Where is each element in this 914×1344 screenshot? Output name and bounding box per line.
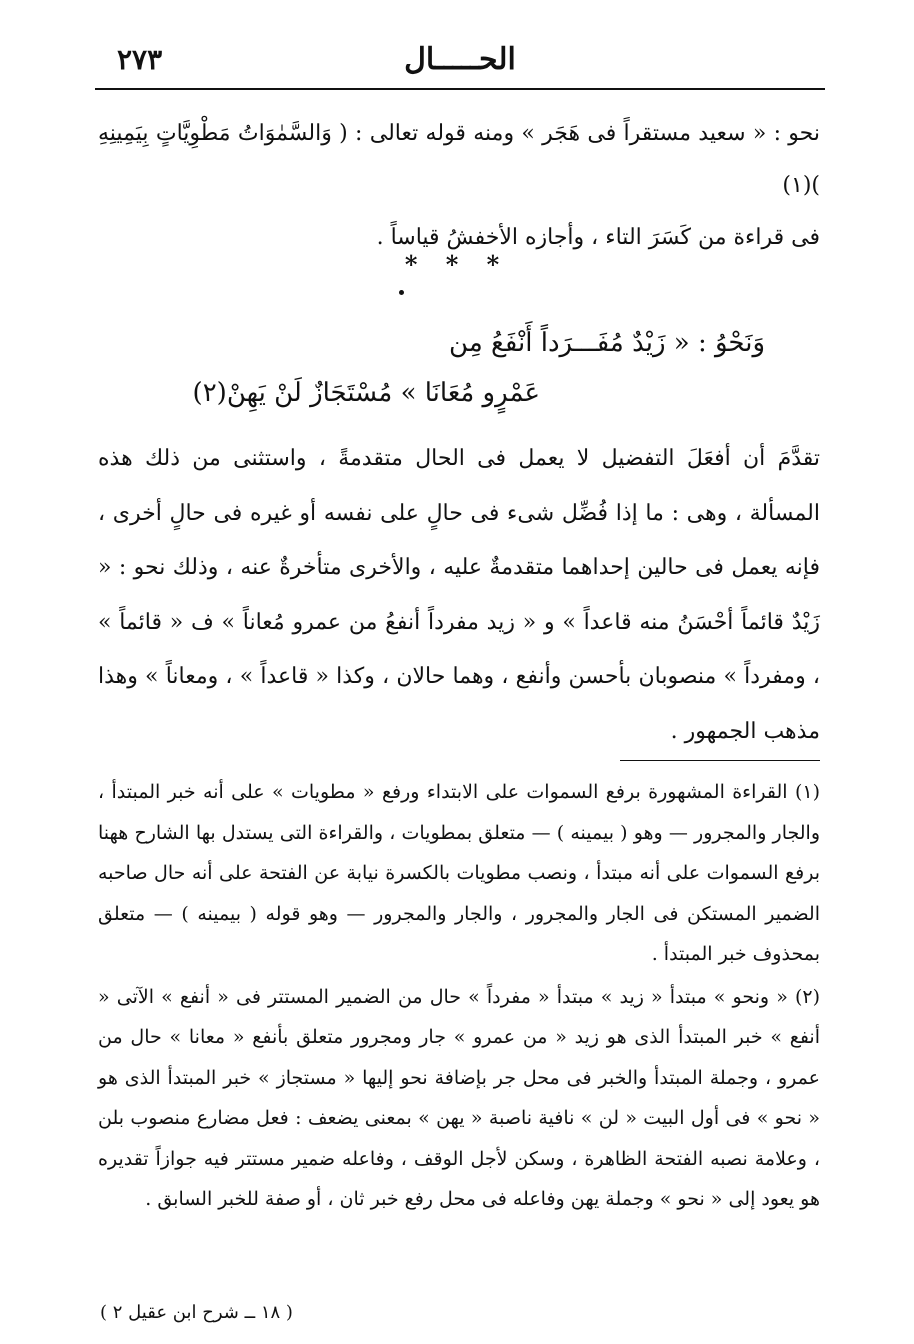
footnotes: [98, 772, 820, 1222]
verse-line-2: عَمْرٍو مُعَانَا » مُسْتَجَازٌ لَنْ يَهِنْ(٢): [192, 378, 540, 408]
commentary-paragraph: تقدَّمَ أن أفعَلَ التفضيل لا يعمل فى الحال متقدمةً ، واستثنى من ذلك هذه المسألة ، وهى : ما إذا فُضِّل شىء فى حالٍ على نفسه أو غيره فى حالٍ أخرى ، فإنه يعمل فى حالين إحداهما متقدمةٌ عليه ، والأخرى متأخرةٌ عنه ، وذلك نحو : « زَيْدٌ قائماً أحْسَنُ منه قاعداً » و « زيد مفرداً أنفعُ من عمرو مُعاناً » ف « قائماً » ، ومفرداً » منصوبان بأحسن وأنفع ، وهما حالان ، وكذا « قاعداً » ، ومعاناً » وهذا مذهب الجمهور .: [98, 446, 820, 744]
intro-line-1: نحو : « سعيد مستقراً فى هَجَر » ومنه قوله تعالى : ( وَالسَّمٰوَاتُ مَطْوِيَّاتٍ بِيَمِينِهِ )(١): [98, 121, 820, 198]
signature-line: ( ١٨ ــ شرح ابن عقيل ٢ ): [100, 1302, 293, 1323]
verse-line-1: وَنَحْوُ : « زَيْدٌ مُفَـــرَداً أَنْفَعُ مِن: [449, 328, 765, 358]
section-separator: * * *: [404, 250, 510, 279]
stray-dot: [399, 290, 404, 295]
running-title: الحـــــال: [404, 42, 516, 77]
footnote-1: (١) القراءة المشهورة برفع السموات على الابتداء ورفع « مطويات » على أنه خبر المبتدأ ، والجار والمجرور — وهو ( بيمينه ) — متعلق بمطويات ، والقراءة التى يستدل بها الشارح ههنا برفع السموات على أنه مبتدأ ، ونصب مطويات بالكسرة نيابة عن الفتحة على أنه حال صاحبه الضمير المستكن فى الجار والمجرور ، والجار والمجرور — وهو قوله ( بيمينه ) — متعلق بمحذوف خبر المبتدأ .: [98, 781, 821, 965]
page-number: ٢٧٣: [117, 43, 163, 76]
intro-line-2: فى قراءة من كَسَرَ التاء ، وأجازه الأخفشُ قياساً .: [376, 225, 820, 250]
intro-paragraph: [98, 108, 820, 264]
footnote-rule: [620, 760, 820, 761]
footnote-2: (٢) « ونحو » مبتدأ « زيد » مبتدأ « مفرداً » حال من الضمير المستتر فى « أنفع » الآتى « أنفع » خبر المبتدأ الذى هو زيد « من عمرو » جار ومجرور متعلق بأنفع « معانا » حال من عمرو ، وجملة المبتدأ والخبر فى محل جر بإضافة نحو إليها « مستجاز » خبر المبتدأ الذى هو « نحو » فى أول البيت « لن » نافية ناصبة « يهن » بمعنى يضعف : فعل مضارع منصوب بلن ، وعلامة نصبه الفتحة الظاهرة ، وسكن لأجل الوقف ، وفاعله ضمير مستتر فيه جوازاً تقديره هو يعود إلى « نحو » وجملة يهن وفاعله فى محل رفع خبر ثان ، أو صفة للخبر السابق .: [98, 985, 820, 1210]
header-rule: [95, 88, 825, 90]
page-header: [95, 38, 825, 90]
